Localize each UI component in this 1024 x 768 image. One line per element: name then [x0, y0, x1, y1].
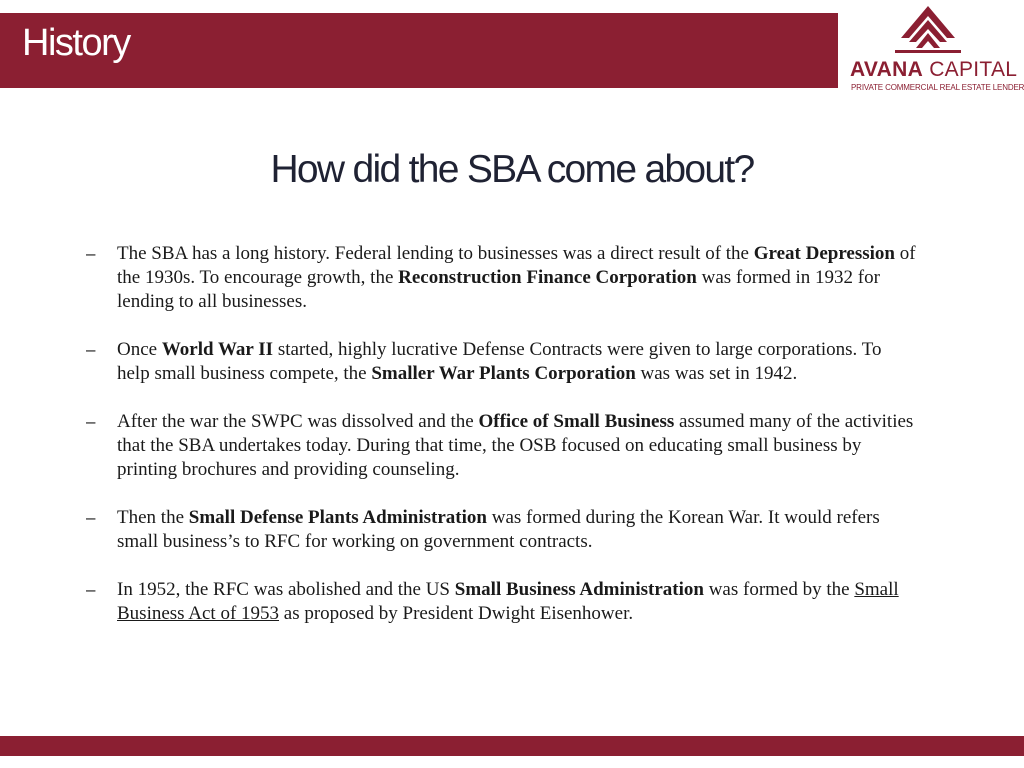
logo-name-regular: CAPITAL	[929, 58, 1018, 81]
company-logo	[848, 4, 1024, 94]
bold-term: World War II	[161, 339, 274, 360]
logo-tagline: PRIVATE COMMERCIAL REAL ESTATE LENDER	[851, 83, 1024, 92]
bullet-list	[86, 242, 916, 650]
bullet-text: was formed by the	[703, 579, 855, 600]
bullet-dash: –	[86, 580, 96, 599]
bullet-text: In 1952, the RFC was abolished and the US	[117, 579, 455, 600]
logo-wordmark	[850, 58, 1017, 82]
bullet-dash: –	[86, 508, 96, 527]
bullet-text: was formed in 1932 for lending to all businesses.	[117, 267, 880, 312]
bullet-item	[86, 578, 916, 626]
bullet-item	[86, 410, 916, 482]
bold-term: Reconstruction Finance Corporation	[398, 267, 697, 288]
footer-bar	[0, 736, 1024, 756]
bullet-item	[86, 338, 916, 386]
header-title: History	[22, 22, 130, 64]
underlined-term: Small Business Act of 1953	[117, 579, 899, 624]
bullet-item	[86, 242, 916, 314]
bullet-text: started, highly lucrative Defense Contracts were given to large corporations. To help small business compete, the	[117, 339, 882, 384]
bullet-dash: –	[86, 412, 96, 431]
bullet-text: After the war the SWPC was dissolved and the	[117, 411, 479, 432]
bullet-text: assumed many of the activities that the SBA undertakes today. During that time, the OSB focused on educating small business by printing brochures and providing counseling.	[117, 411, 914, 480]
bold-term: Small Business Administration	[454, 579, 704, 600]
slide-heading: How did the SBA come about?	[270, 148, 754, 191]
bullet-text: The SBA has a long history. Federal lending to businesses was a direct result of the	[117, 243, 754, 264]
logo-name-bold: AVANA	[850, 58, 924, 81]
bullet-item	[86, 506, 916, 554]
bullet-text: as proposed by President Dwight Eisenhower.	[279, 603, 634, 624]
bullet-dash: –	[86, 340, 96, 359]
bold-term: Small Defense Plants Administration	[188, 507, 487, 528]
bullet-dash: –	[86, 244, 96, 263]
bullet-text: Then the	[117, 507, 189, 528]
bold-term: Office of Small Business	[478, 411, 675, 432]
bullet-text: Once	[117, 339, 162, 360]
bullet-text: was was set in 1942.	[635, 363, 798, 384]
bullet-text: was formed during the Korean War. It would refers small business’s to RFC for working on government contracts.	[117, 507, 880, 552]
bold-term: Smaller War Plants Corporation	[371, 363, 636, 384]
bold-term: Great Depression	[753, 243, 895, 264]
house-roof-icon	[895, 4, 961, 54]
bullet-text: of the 1930s. To encourage growth, the	[117, 243, 916, 288]
